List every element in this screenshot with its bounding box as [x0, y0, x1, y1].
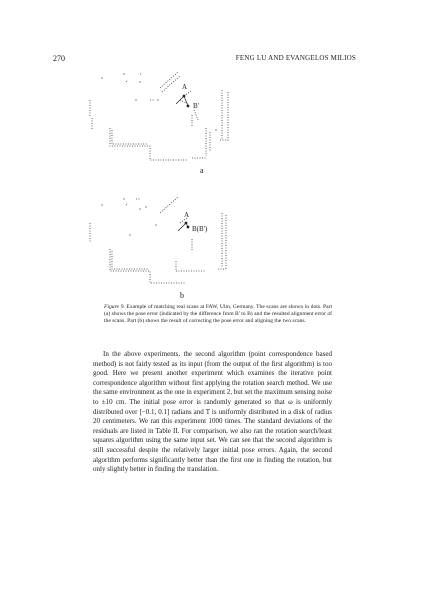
page-number: 270	[53, 54, 65, 63]
scan-plot-a	[80, 70, 320, 180]
figure-caption-text: Example of matching real scans at FAW, Ulm, Germany. The scans are shown in dots. Part (a) shows the pose error (indicated by the difference from B' to B) and the resulted alignment error of the scans. Part (b) shows the result of correcting the pose error and aligning the two scans.	[104, 304, 332, 325]
body-paragraph: In the above experiments, the second algorithm (point correspondence based method) is not fairly tested as its input (from the output of the first algorithm) is too good. Here we present another experiment which examines the iterative point correspondence algorithm without first applying the rotation search method. We use the same environment as the one in experiment 2, but set the maximum sensing noise to ±10 cm. The initial pose error is randomly generated so that ω is uniformly distributed over [−0.1, 0.1] radians and T is uniformly distributed in a disk of radius 20 centimeters. We ran this experiment 1000 times. The standard deviations of the residuals are listed in Table II. For comparison, we also ran the rotation search/least squares algorithm using the same input set. We can see that the second algorithm is still successful despite the relatively larger initial pose errors. Again, the second algorithm performs significantly better than the first one in finding the rotation, but only slightly better in finding the translation.	[93, 350, 332, 474]
panel-letter-b: b	[180, 291, 184, 300]
figure-caption	[104, 304, 332, 326]
pose-label-b-combined: B(B')	[192, 225, 208, 233]
pose-label-a-corrected: A	[184, 211, 190, 219]
figure-caption-label: Figure 9.	[104, 304, 125, 310]
pose-label-a: A	[182, 83, 188, 91]
running-head: FENG LU AND EVANGELOS MILIOS	[235, 54, 356, 62]
panel-letter-a: a	[200, 166, 204, 175]
figure-panel-b	[80, 195, 320, 305]
pose-label-b-prime: B'	[193, 102, 199, 110]
body-text	[93, 350, 332, 475]
figure-panel-a	[80, 70, 320, 180]
scan-plot-b	[80, 195, 320, 305]
